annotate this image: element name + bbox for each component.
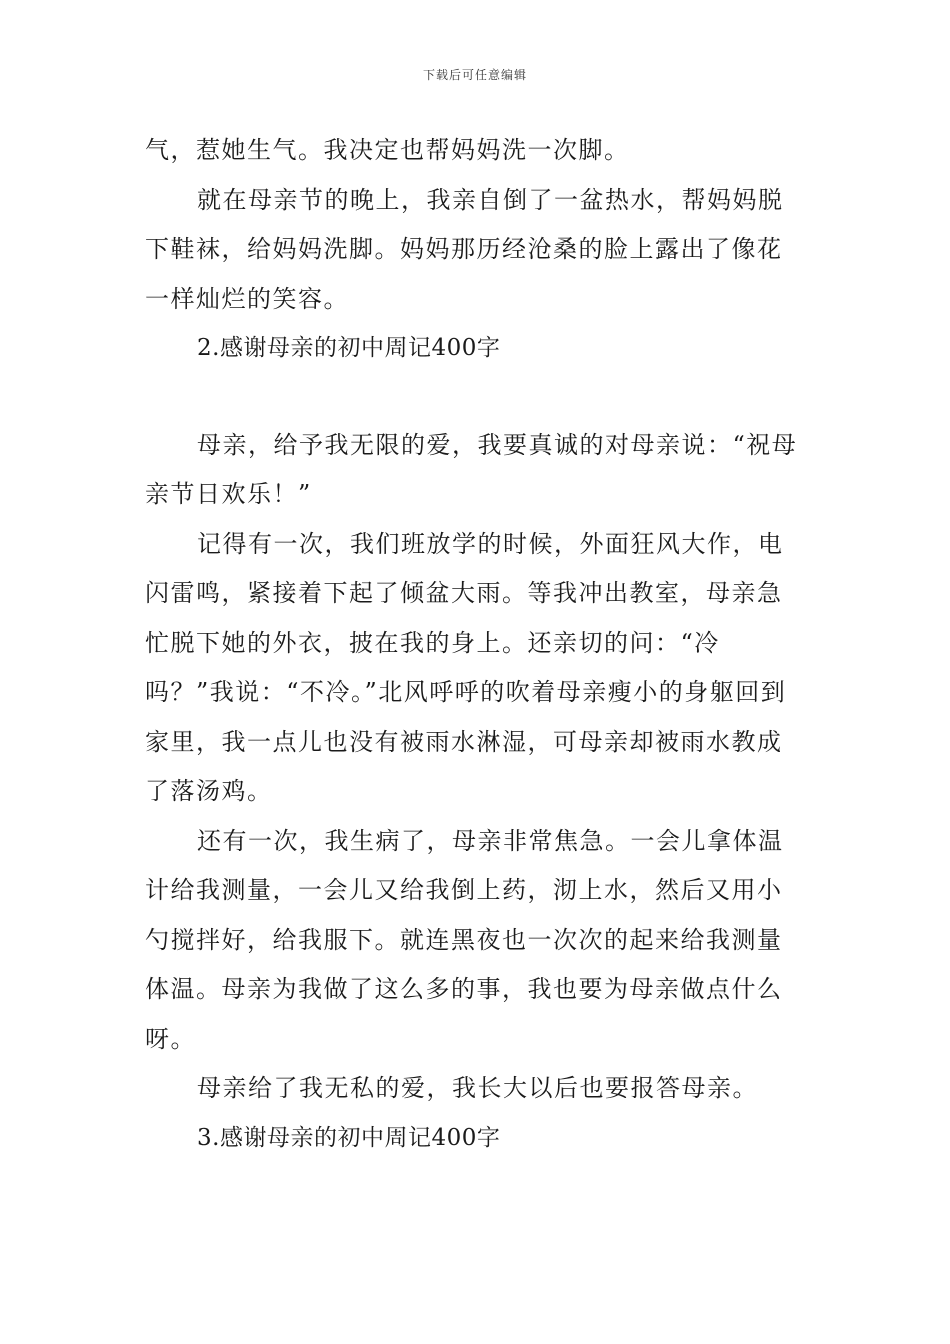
document-body xyxy=(145,126,805,1163)
paragraph-intro: 母亲，给予我无限的爱，我要真诚的对母亲说：“祝母亲节日欢乐！” xyxy=(145,430,798,508)
paragraph-foot-washing: 就在母亲节的晚上，我亲自倒了一盆热水，帮妈妈脱下鞋袜，给妈妈洗脚。妈妈那历经沧桑的脸上露出了像花一样灿烂的笑容。 xyxy=(145,185,784,313)
section-heading-3: 3.感谢母亲的初中周记400字 xyxy=(197,1124,501,1151)
page-header: 下载后可任意编辑 xyxy=(422,68,527,82)
paragraph-conclusion: 母亲给了我无私的爱，我长大以后也要报答母亲。 xyxy=(197,1074,758,1102)
section-heading-2: 2.感谢母亲的初中周记400字 xyxy=(197,335,501,361)
section-spacer xyxy=(145,374,805,421)
paragraph-sick-story: 还有一次，我生病了，母亲非常焦急。一会儿拿体温计给我测量，一会儿又给我倒上药，沏上水，然后又用小勺搅拌好，给我服下。就连黑夜也一次次的起来给我测量体温。母亲为我做了这么多的事，我也要为母亲做点什么呀。 xyxy=(145,826,784,1053)
paragraph-rain-story: 记得有一次，我们班放学的时候，外面狂风大作，电闪雷鸣，紧接着下起了倾盆大雨。等我冲出教室，母亲急忙脱下她的外衣，披在我的身上。还亲切的问：“冷吗？”我说：“不冷。”北风呼呼的吹着母亲瘦小的身躯回到家里，我一点儿也没有被雨水淋湿，可母亲却被雨水教成了落汤鸡。 xyxy=(145,529,787,805)
paragraph-continuation: 气，惹她生气。我决定也帮妈妈洗一次脚。 xyxy=(145,136,630,164)
